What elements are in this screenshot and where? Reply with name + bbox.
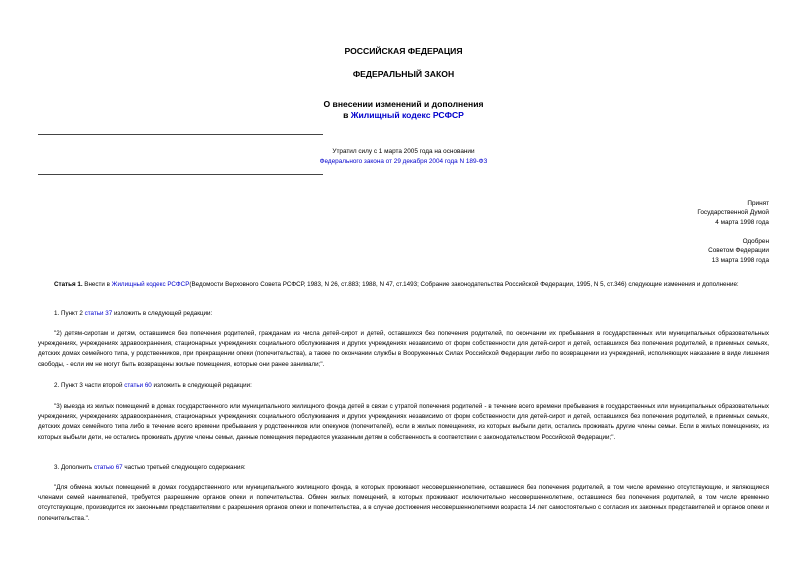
item-3-text: 3. Дополнить: [54, 464, 94, 471]
item-1-rest: изложить в следующей редакции:: [112, 310, 213, 317]
approved-by: Советом Федерации: [708, 247, 769, 255]
item-1: [38, 309, 769, 319]
accepted-date: 4 марта 1998 года: [715, 218, 769, 226]
repeal-notice: Утратил силу с 1 марта 2005 года на основании: [332, 148, 475, 155]
federal-law-link[interactable]: Федерального закона от 29 декабря 2004 года N 189-ФЗ: [319, 158, 488, 165]
accepted-by: Государственной Думой: [697, 209, 769, 217]
item-2-rest: изложить в следующей редакции:: [151, 382, 252, 389]
article-intro: [38, 280, 769, 290]
item-3: [38, 463, 769, 473]
item-3-rest: частью третьей следующего содержания:: [122, 464, 246, 471]
item-2-quote: "3) выезда из жилых помещений в домах государственного или муниципального жилищного фонда детей в связи с утратой попечения родителей - в течение всего времени пребывания в государственных или муниципальных образовательных учреждениях, учреждениях здравоохранения, стационарных учреждениях социального обслуживания и других учреждениях независимо от форм собственности для детей-сирот и детей, оставшихся без попечения родителей, в приемных семьях, детских домах семейного типа либо в течение всего времени пребывания у родственников или опекунов (попечителей), если в жилых помещениях, из которых выбыли дети, остались проживать другие члены семьи. Если в жилых помещениях, из которых выбыли дети, не остались проживать другие члены семьи, данные помещения передаются указанным детям в собственность в соответствии с законодательством Российской Федерации;".: [38, 403, 769, 441]
article-67-link[interactable]: статью 67: [93, 464, 123, 471]
approved-label: Одобрен: [742, 238, 769, 245]
divider-bottom: [38, 174, 323, 175]
approved-date: 13 марта 1998 года: [711, 256, 769, 264]
article-label: Статья 1.: [54, 281, 83, 288]
law-title-line2: [0, 110, 807, 121]
header-law-type: ФЕДЕРАЛЬНЫЙ ЗАКОН: [352, 69, 455, 79]
header-country: РОССИЙСКАЯ ФЕДЕРАЦИЯ: [344, 46, 463, 56]
law-title-prefix: в: [343, 110, 351, 120]
approval-block: [569, 237, 769, 265]
housing-code-link-2[interactable]: Жилищный кодекс РСФСР: [111, 281, 190, 288]
law-title: О внесении изменений и дополнения: [323, 99, 484, 109]
item-3-quote: "Для обмена жилых помещений в домах государственного или муниципального жилищного фонда, в которых проживают несовершеннолетние, оставшиеся без попечения родителей, в том числе временно отсутствующие, и являющиеся членами семей нанимателей, требуется разрешение органов опеки и попечительства. Обмен жилых помещений, в которых проживают исключительно несовершеннолетние, оставшиеся без попечения родителей, в том числе временно отсутствующие, производится их законными представителями с разрешения органов опеки и попечительства, а в случае достижения несовершеннолетними возраста 14 лет самостоятельно с согласия их законных представителей и органов опеки и попечительства.".: [38, 484, 769, 522]
item-1-quote: "2) детям-сиротам и детям, оставшимся без попечения родителей, гражданам из числа детей-сирот и детей, оставшихся без попечения родителей, по окончании их пребывания в государственных или муниципальных образовательных учреждениях, учреждениях здравоохранения, стационарных учреждениях социального обслуживания и других учреждениях независимо от форм собственности для детей-сирот и детей, оставшихся без попечения родителей, в приемных семьях, детских домах семейного типа, у родственников, при прекращении опеки (попечительства), а также по окончании службы в Вооруженных Силах Российской Федерации либо по возвращении из учреждений, исполняющих наказание в виде лишения свободы, - если им не могут быть возвращены жилые помещения, которые они ранее занимали;".: [38, 330, 769, 368]
article-intro-rest: (Ведомости Верховного Совета РСФСР, 1983, N 26, ст.883; 1988, N 47, ст.1493; Собрание законодательства Российской Федерации, 1995, N 5, ст.346) следующие изменения и дополнение:: [189, 281, 739, 288]
article-37-link[interactable]: статьи 37: [84, 310, 113, 317]
item-1-text: 1. Пункт 2: [54, 310, 85, 317]
item-2: [38, 381, 769, 391]
article-60-link[interactable]: статьи 60: [124, 382, 152, 389]
divider-top: [38, 134, 323, 135]
housing-code-link[interactable]: Жилищный кодекс РСФСР: [350, 110, 464, 120]
adoption-block: [569, 199, 769, 227]
article-intro-text: Внести в: [82, 281, 112, 288]
repeal-notice-link-line: [0, 157, 807, 167]
accepted-label: Принят: [747, 200, 769, 207]
item-2-text: 2. Пункт 3 части второй: [54, 382, 125, 389]
